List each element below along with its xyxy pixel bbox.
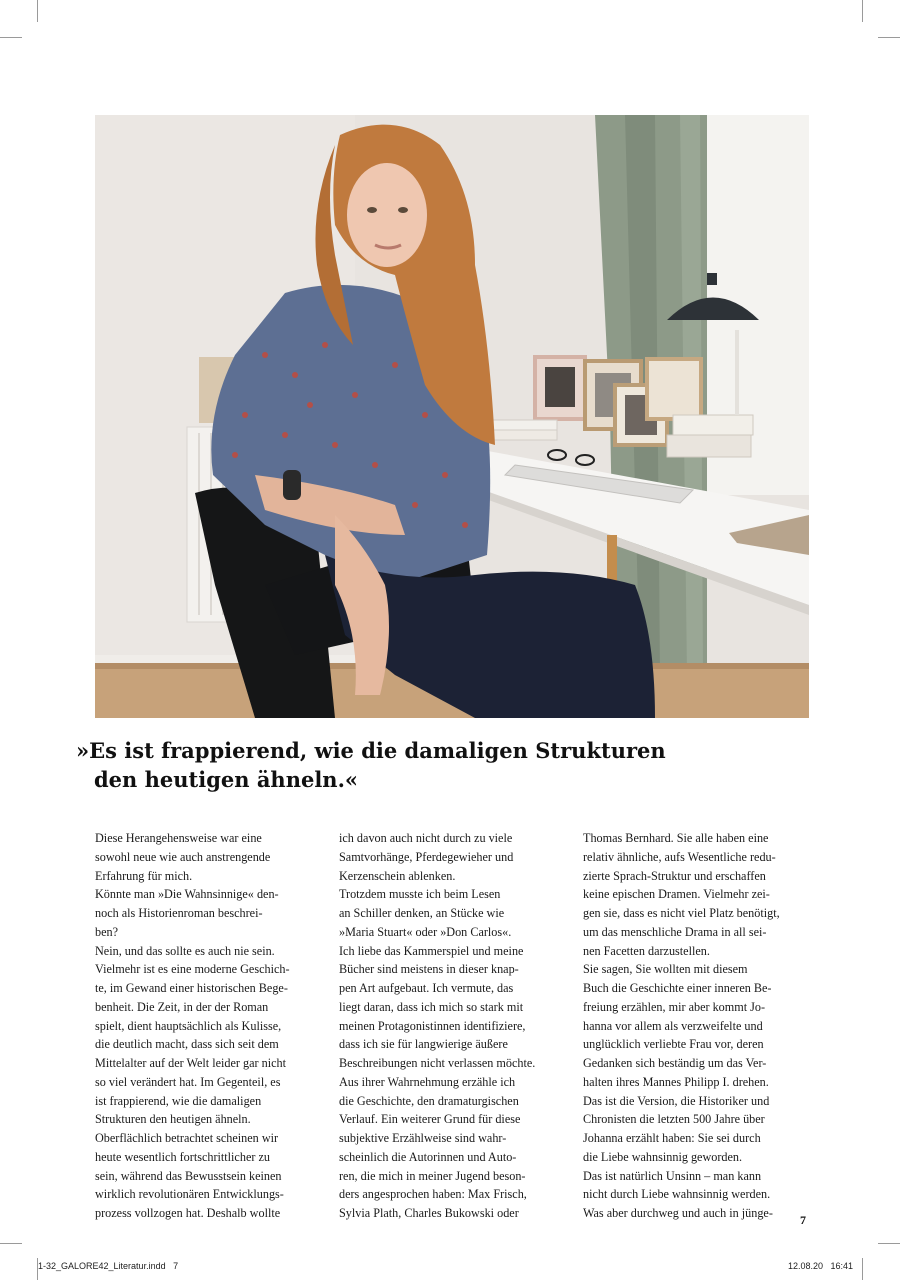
text-line: Sylvia Plath, Charles Bukowski oder: [339, 1206, 519, 1220]
text-line: Nein, und das sollte es auch nie sein.: [95, 943, 275, 958]
text-line: scheinlich die Autorinnen und Auto-: [339, 1149, 517, 1164]
slug-file-info: 1-32_GALORE42_Literatur.indd 7: [38, 1261, 179, 1271]
text-line: benheit. Die Zeit, in der der Roman: [95, 999, 269, 1014]
text-line: pen Art aufgebaut. Ich vermute, das: [339, 981, 514, 995]
text-line: Könnte man »Die Wahnsinnige« den-: [95, 887, 279, 902]
text-line: Das ist natürlich Unsinn – man kann: [583, 1168, 762, 1183]
slug-datetime: 12.08.20 16:41: [788, 1261, 854, 1271]
text-line: Das ist die Version, die Historiker und: [583, 1093, 770, 1108]
text-column-2: [339, 829, 571, 1223]
text-line: keine epischen Dramen. Vielmehr zei-: [583, 887, 770, 902]
text-line: nen Facetten darzustellen.: [583, 943, 710, 958]
crop-mark-top-right-h: [878, 37, 900, 38]
headline-line-2: den heutigen ähneln.«: [94, 767, 359, 792]
text-line: sowohl neue wie auch anstrengende: [95, 849, 271, 864]
text-line: sein, während das Bewusstsein keinen: [95, 1168, 282, 1183]
text-line: relativ ähnliche, aufs Wesentliche redu-: [583, 849, 776, 864]
text-line: »Maria Stuart« oder »Don Carlos«.: [339, 924, 512, 939]
text-line: die Liebe wahnsinnig geworden.: [583, 1149, 743, 1164]
text-line: Verlauf. Ein weiterer Grund für diese: [339, 1112, 521, 1127]
crop-mark-top-right-v: [862, 0, 863, 22]
text-line: Oberflächlich betrachtet scheinen wir: [95, 1131, 279, 1145]
text-line: Gedanken sich beständig um das Ver-: [583, 1056, 767, 1070]
text-line: subjektive Erzählweise sind wahr-: [339, 1131, 507, 1145]
text-line: zierte Sprach-Struktur und erschaffen: [583, 868, 766, 883]
text-line: nicht durch Liebe wahnsinnig werden.: [583, 1187, 771, 1202]
text-line: Thomas Bernhard. Sie alle haben eine: [583, 831, 769, 845]
text-line: heute wesentlich fortschrittlicher zu: [95, 1149, 270, 1164]
text-line: Beschreibungen nicht verlassen möchte.: [339, 1056, 536, 1070]
page-number: 7: [800, 1213, 806, 1227]
headline-line-1: »Es ist frappierend, wie die damaligen Strukturen: [76, 738, 666, 763]
crop-mark-bottom-right-v: [862, 1258, 863, 1280]
pull-quote-headline: [76, 736, 816, 794]
text-line: Trotzdem musste ich beim Lesen: [339, 887, 501, 902]
text-line: Vielmehr ist es eine moderne Geschich-: [95, 962, 290, 977]
text-line: so viel verändert hat. Im Gegenteil, es: [95, 1074, 281, 1089]
text-line: Aus ihrer Wahrnehmung erzähle ich: [339, 1074, 516, 1089]
text-line: noch als Historienroman beschrei-: [95, 906, 263, 920]
crop-mark-bottom-right-h: [878, 1243, 900, 1244]
text-line: die deutlich macht, dass sich seit dem: [95, 1037, 279, 1052]
text-line: um das menschliche Drama in all sei-: [583, 924, 767, 939]
text-line: ders angesprochen haben: Max Frisch,: [339, 1187, 527, 1202]
text-line: Mittelalter auf der Welt leider gar nicht: [95, 1056, 287, 1070]
text-line: spielt, dient hauptsächlich als Kulisse,: [95, 1018, 282, 1033]
text-line: Samtvorhänge, Pferdegewieher und: [339, 849, 514, 864]
crop-mark-bottom-left-h: [0, 1243, 22, 1244]
text-line: Kerzenschein ablenken.: [339, 868, 456, 883]
text-line: Chronisten die letzten 500 Jahre über: [583, 1112, 765, 1127]
text-line: freiung erzählen, mir aber kommt Jo-: [583, 999, 766, 1014]
text-line: ich davon auch nicht durch zu viele: [339, 831, 513, 845]
text-line: Was aber durchweg und auch in jünge-: [583, 1206, 773, 1220]
text-line: Strukturen den heutigen ähneln.: [95, 1112, 251, 1127]
text-line: Johanna erzählt haben: Sie sei durch: [583, 1131, 761, 1145]
text-line: meinen Protagonistinnen identifiziere,: [339, 1018, 526, 1033]
text-line: ben?: [95, 924, 119, 939]
crop-mark-top-left-h: [0, 37, 22, 38]
text-line: prozess vollzogen hat. Deshalb wollte: [95, 1206, 281, 1220]
text-column-3: [583, 829, 815, 1223]
text-line: wirklich revolutionären Entwicklungs-: [95, 1187, 284, 1202]
text-line: Erfahrung für mich.: [95, 868, 193, 883]
text-line: halten ihres Mannes Philipp I. drehen.: [583, 1074, 769, 1089]
text-line: te, im Gewand einer historischen Bege-: [95, 981, 288, 995]
text-line: Ich liebe das Kammerspiel und meine: [339, 943, 524, 958]
text-line: dass ich sie für langwierige äußere: [339, 1037, 508, 1052]
text-line: Buch die Geschichte einer inneren Be-: [583, 981, 772, 995]
text-line: liegt daran, dass ich mich so stark mit: [339, 999, 524, 1014]
text-line: Bücher sind meistens in dieser knap-: [339, 962, 519, 977]
text-line: Sie sagen, Sie wollten mit diesem: [583, 962, 748, 977]
crop-mark-top-left-v: [37, 0, 38, 22]
text-line: an Schiller denken, an Stücke wie: [339, 906, 505, 920]
text-line: gen sie, dass es nicht viel Platz benötigt,: [583, 906, 780, 920]
portrait-photo: [95, 115, 809, 718]
text-line: Diese Herangehensweise war eine: [95, 831, 262, 845]
text-line: die Geschichte, den dramaturgischen: [339, 1093, 519, 1108]
text-line: hanna vor allem als verzweifelte und: [583, 1018, 763, 1033]
text-column-1: [95, 829, 327, 1223]
text-line: ren, die mich in meiner Jugend beson-: [339, 1168, 526, 1183]
text-line: unglücklich verliebte Frau vor, deren: [583, 1037, 764, 1052]
text-line: ist frappierend, wie die damaligen: [95, 1093, 262, 1108]
